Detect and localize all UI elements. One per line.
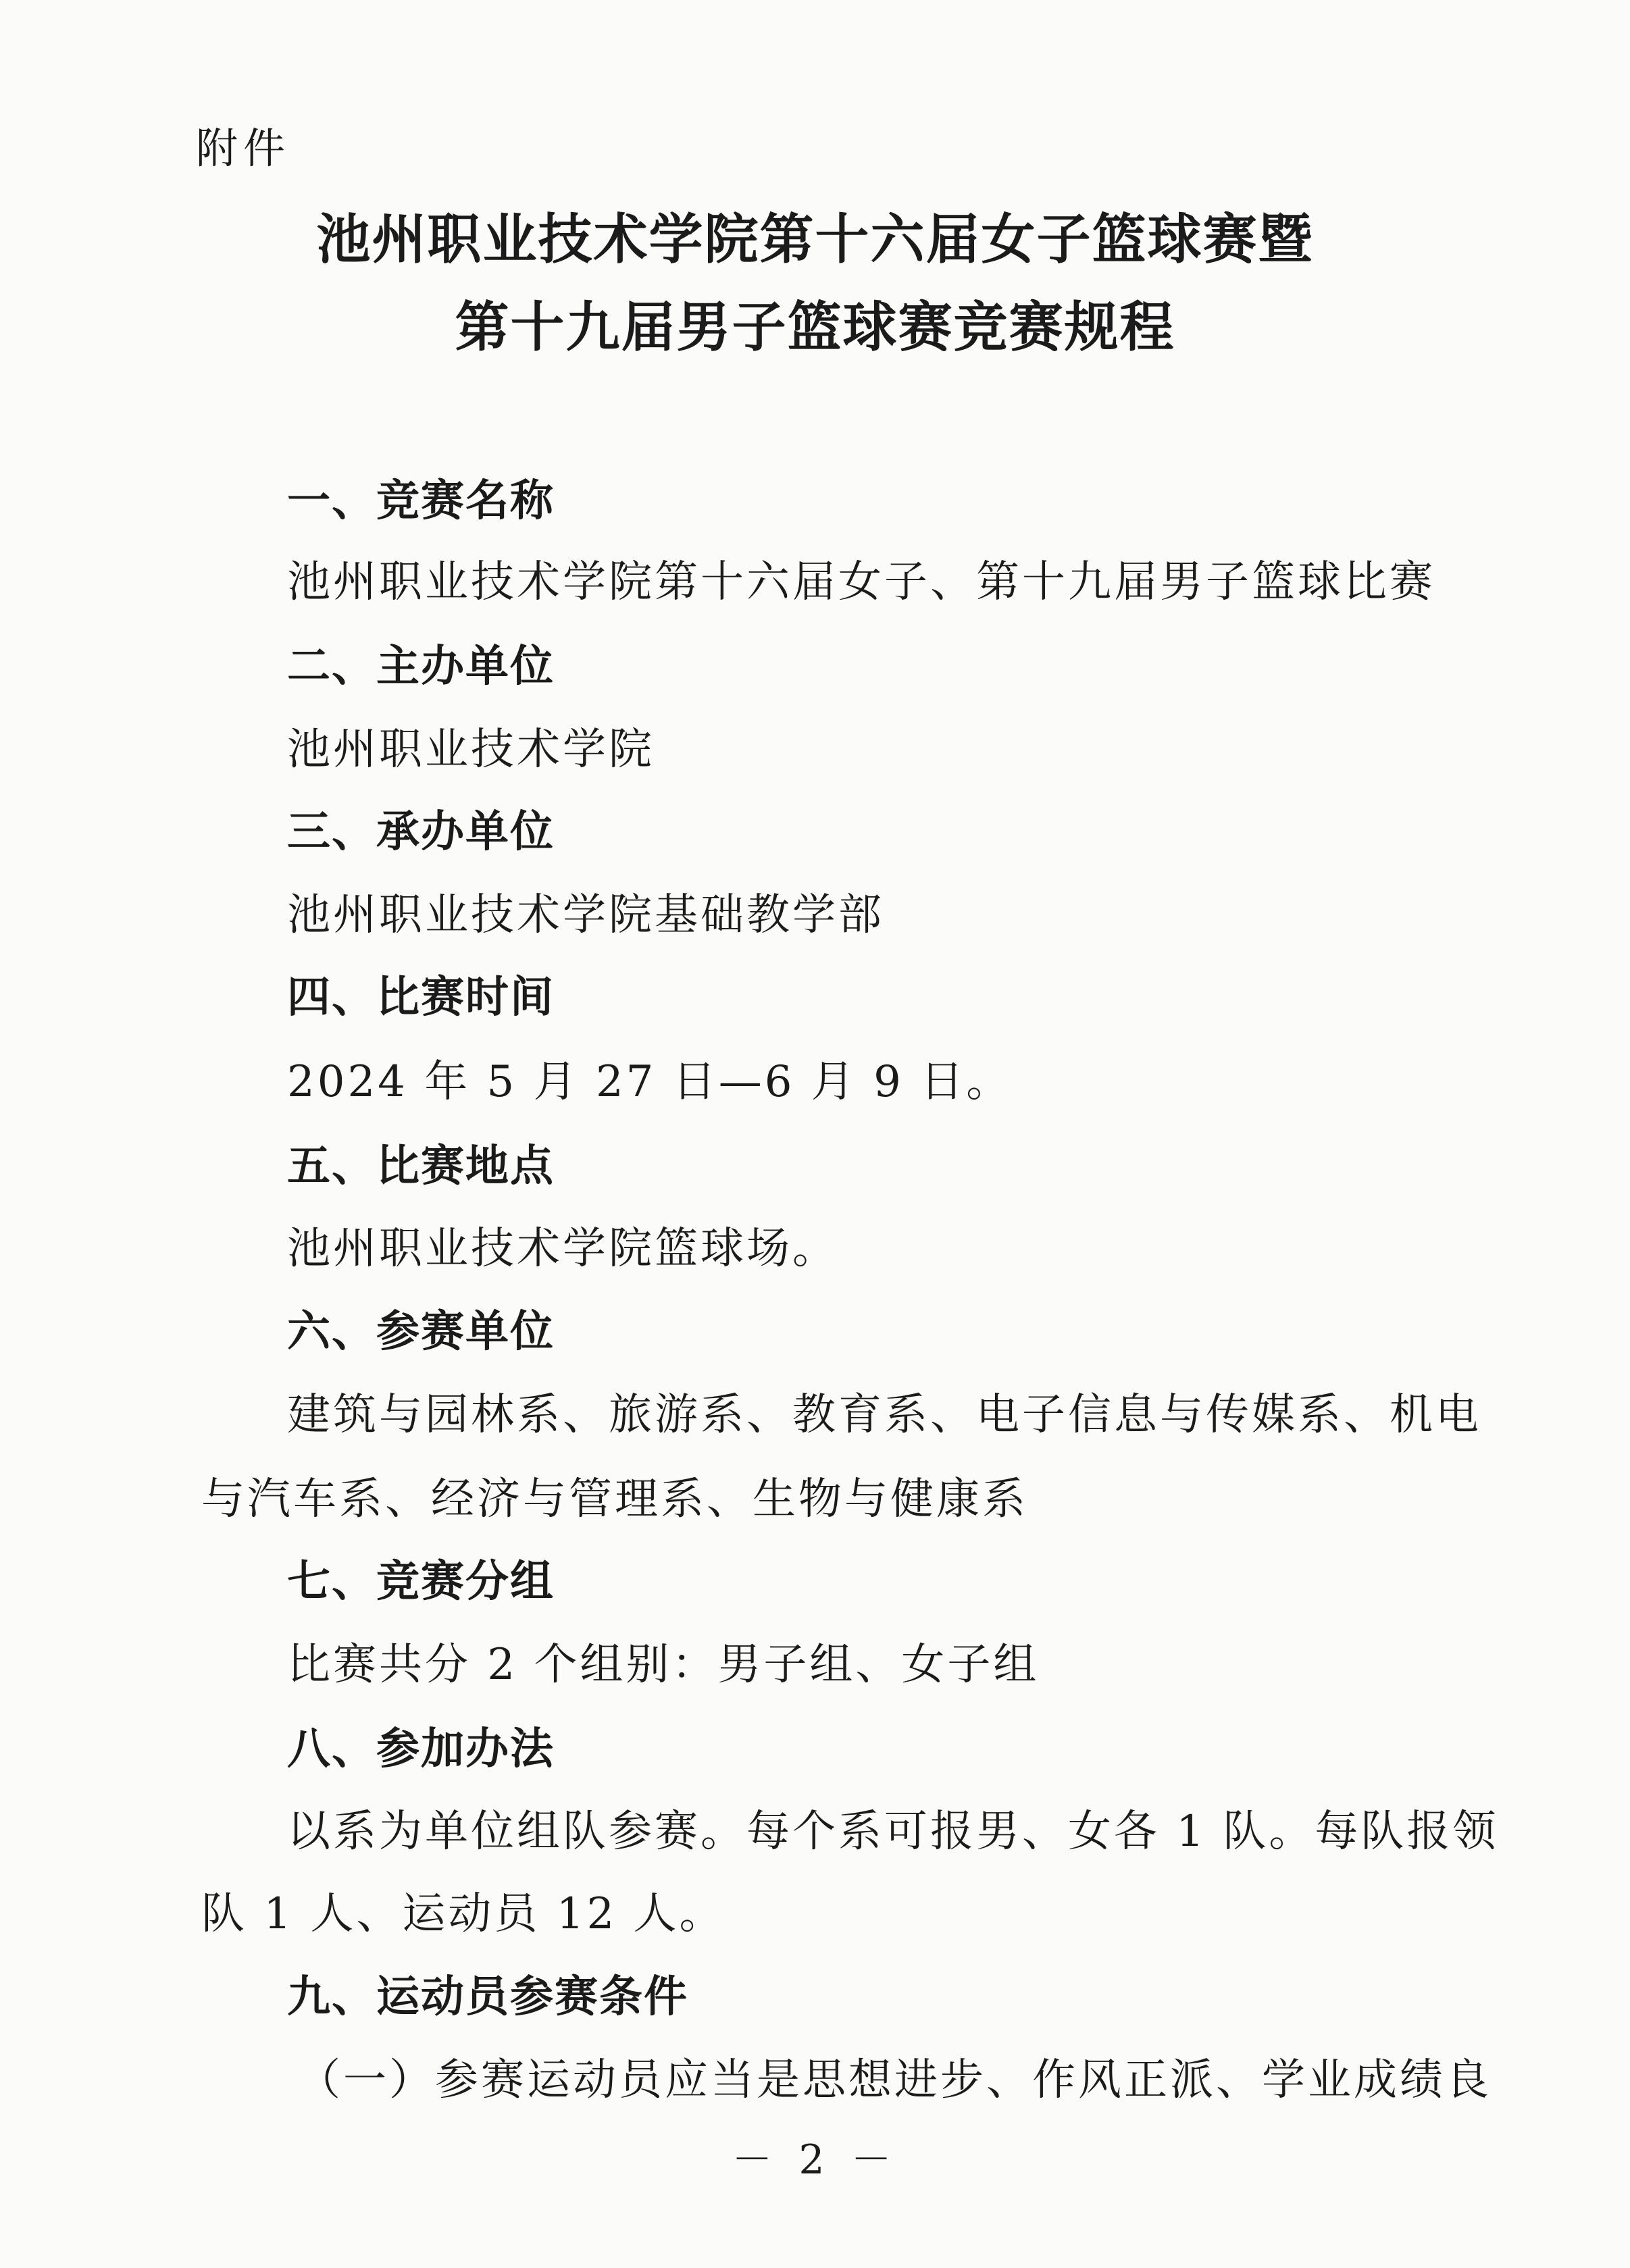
document-title-line1: 池州职业技术学院第十六届女子篮球赛暨 xyxy=(316,208,1314,271)
section-body-7: 比赛共分 2 个组别：男子组、女子组 xyxy=(287,1640,1040,1690)
section-body-2: 池州职业技术学院 xyxy=(287,725,655,775)
section-heading-3: 三、承办单位 xyxy=(287,807,555,857)
section-body-8-line1: 以系为单位组队参赛。每个系可报男、女各 1 队。每队报领 xyxy=(287,1807,1499,1857)
section-body-9-line1: （一）参赛运动员应当是思想进步、作风正派、学业成绩良 xyxy=(297,2055,1492,2105)
attachment-label: 附件 xyxy=(196,124,291,173)
section-body-6-line1: 建筑与园林系、旅游系、教育系、电子信息与传媒系、机电 xyxy=(287,1390,1481,1440)
section-heading-9: 九、运动员参赛条件 xyxy=(287,1972,688,2022)
section-heading-2: 二、主办单位 xyxy=(287,642,555,692)
document-title-line2: 第十九届男子篮球赛竞赛规程 xyxy=(455,296,1175,359)
section-body-6-line2: 与汽车系、经济与管理系、生物与健康系 xyxy=(201,1474,1028,1524)
section-body-4: 2024 年 5 月 27 日—6 月 9 日。 xyxy=(287,1057,1013,1107)
section-body-5: 池州职业技术学院篮球场。 xyxy=(287,1224,838,1274)
section-heading-4: 四、比赛时间 xyxy=(287,973,555,1023)
page-number: － 2 － xyxy=(732,2136,898,2184)
section-body-1: 池州职业技术学院第十六届女子、第十九届男子篮球比赛 xyxy=(287,557,1435,607)
section-heading-1: 一、竞赛名称 xyxy=(287,476,555,526)
section-heading-8: 八、参加办法 xyxy=(287,1724,555,1774)
section-body-8-line2: 队 1 人、运动员 12 人。 xyxy=(201,1889,725,1939)
section-heading-6: 六、参赛单位 xyxy=(287,1307,555,1357)
section-heading-5: 五、比赛地点 xyxy=(287,1141,555,1191)
section-body-3: 池州职业技术学院基础教学部 xyxy=(287,890,884,940)
section-heading-7: 七、竞赛分组 xyxy=(287,1557,555,1607)
